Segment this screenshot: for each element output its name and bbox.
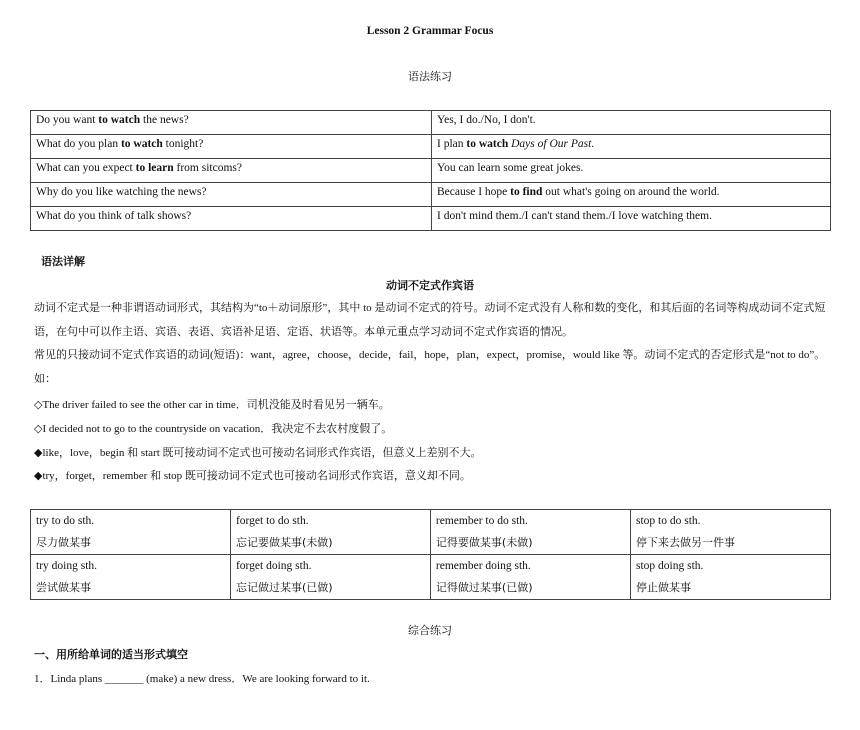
question-cell — [31, 159, 432, 183]
grammar-table-row — [31, 159, 831, 183]
question-infinitive: to watch — [120, 138, 163, 150]
answer-text: Because I hope — [437, 186, 511, 198]
explanation-subheading: 动词不定式作宾语 — [386, 279, 474, 292]
question-text-end: the news? — [140, 114, 189, 126]
section-subtitle: 语法练习 — [408, 70, 452, 83]
example-sentence-1: ◇The driver failed to see the other car in time．司机没能及时看见另一辆车。 — [34, 399, 390, 411]
grammar-table-row — [31, 135, 831, 159]
comparison-cell — [31, 555, 231, 600]
question-cell — [31, 135, 432, 159]
grammar-table-row — [31, 207, 831, 231]
practice-section-1-heading: 一、用所给单词的适当形式填空 — [34, 648, 188, 661]
phrase-chinese: 尽力做某事 — [36, 536, 91, 549]
question-infinitive: to watch — [98, 114, 141, 126]
comparison-cell — [430, 510, 630, 555]
comparison-cell — [631, 555, 831, 600]
question-cell — [31, 207, 432, 231]
phrase-english: forget doing sth. — [235, 560, 312, 572]
answer-text: Yes, I do./No, I don't. — [437, 114, 536, 126]
explanation-paragraph-1: 动词不定式是一种非谓语动词形式，其结构为“to＋动词原形”，其中 to 是动词不定式的符号。动词不定式没有人称和数的变化，和其后面的名词等构成动词不定式短语，在句中可以作主语、宾语、表语、宾语补足语、定语、状语等。本单元重点学习动词不定式作宾语的情况。 — [34, 302, 826, 338]
phrase-english: remember to do sth. — [435, 515, 528, 527]
phrase-chinese: 尝试做某事 — [36, 581, 91, 594]
answer-cell: I plan to watch Days of Our Past. — [432, 135, 831, 159]
note-bullet-2: ◆try，forget，remember 和 stop 既可接动词不定式也可接动名词形式作宾语，意义却不同。 — [34, 470, 471, 482]
grammar-focus-table — [30, 110, 831, 231]
question-cell — [31, 111, 432, 135]
phrase-chinese: 忘记做过某事(已做) — [235, 581, 333, 594]
answer-cell — [432, 111, 831, 135]
question-text: What do you think of talk shows? — [36, 210, 192, 222]
phrase-chinese: 忘记要做某事(未做) — [235, 536, 333, 549]
question-text: Do you want — [36, 114, 99, 126]
phrase-chinese: 记得做过某事(已做) — [435, 581, 533, 594]
question-text: What can you expect — [36, 162, 136, 174]
answer-text: I don't mind them./I can't stand them./I love watching them. — [437, 210, 712, 222]
phrase-english: try doing sth. — [36, 560, 98, 572]
note-bullet-1: ◆like，love，begin 和 start 既可接动词不定式也可接动名词形式作宾语，但意义上差别不大。 — [34, 447, 482, 459]
comparison-cell — [631, 510, 831, 555]
question-text: What do you plan — [36, 138, 121, 150]
question-text-end: tonight? — [162, 138, 204, 150]
comparison-cell — [430, 555, 630, 600]
answer-title: Days of Our Past — [511, 138, 592, 150]
phrase-chinese: 停止做某事 — [636, 581, 692, 594]
comparison-cell — [230, 510, 430, 555]
question-cell — [31, 183, 432, 207]
phrase-english: stop to do sth. — [636, 515, 701, 527]
phrase-english: stop doing sth. — [636, 560, 704, 572]
question-infinitive: to learn — [135, 162, 174, 174]
question-text: Why do you like watching the news? — [36, 186, 207, 198]
comparison-row — [31, 555, 831, 600]
lesson-title: Lesson 2 Grammar Focus — [366, 25, 494, 37]
answer-text: You can learn some great jokes. — [437, 162, 584, 174]
answer-infinitive: to watch — [466, 138, 509, 150]
example-sentence-2: ◇I decided not to go to the countryside on vacation．我决定不去农村度假了。 — [34, 423, 393, 435]
answer-cell — [432, 207, 831, 231]
answer-cell — [432, 159, 831, 183]
practice-question-1: 1．Linda plans _______ (make) a new dress．We are looking forward to it. — [34, 673, 370, 685]
comparison-cell — [31, 510, 231, 555]
phrase-english: remember doing sth. — [435, 560, 531, 572]
comparison-cell — [230, 555, 430, 600]
explanation-paragraph-2: 常见的只接动词不定式作宾语的动词(短语)：want，agree，choose，decide，fail，hope，plan，expect，promise，would like 等。动词不定式的否定形式是“not to do”。如： — [34, 349, 826, 385]
phrase-chinese: 停下来去做另一件事 — [636, 536, 736, 549]
grammar-table-row — [31, 183, 831, 207]
phrase-english: forget to do sth. — [235, 515, 309, 527]
phrase-chinese: 记得要做某事(未做) — [435, 536, 533, 549]
answer-text-end: out what's going on around the world. — [542, 186, 720, 198]
comparison-row — [31, 510, 831, 555]
practice-heading: 综合练习 — [408, 624, 452, 637]
question-text-end: from sitcoms? — [173, 162, 242, 174]
answer-text: I plan — [437, 138, 467, 150]
answer-infinitive: to find — [510, 186, 543, 198]
phrase-english: try to do sth. — [36, 515, 95, 527]
explanation-heading: 语法详解 — [41, 255, 85, 268]
verb-comparison-table — [30, 509, 831, 600]
grammar-table-row — [31, 111, 831, 135]
answer-cell — [432, 183, 831, 207]
